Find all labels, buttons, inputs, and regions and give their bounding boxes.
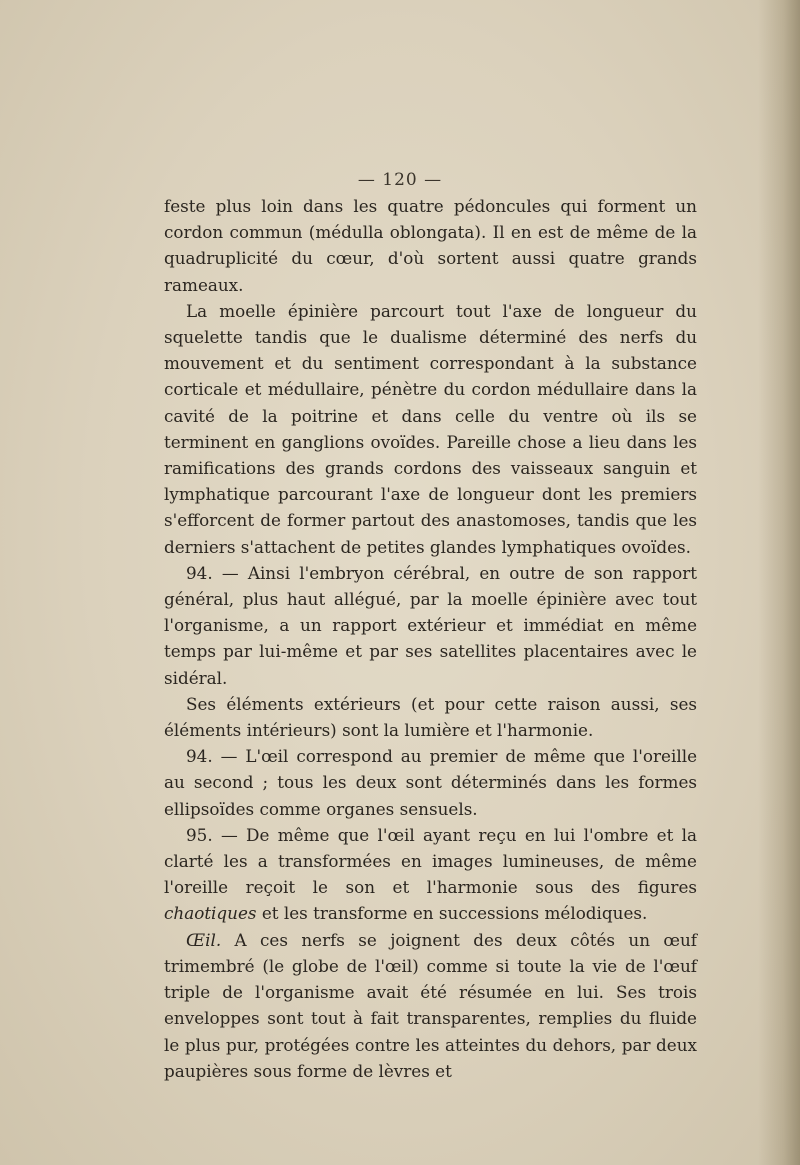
paragraph-5: 94. — L'œil correspond au premier de même que l'oreille au second ; tous les deux sont déterminés dans les formes ellipsoïdes comme organes sensuels.: [164, 746, 697, 819]
paragraph-6-italic: chaotiques: [164, 903, 257, 924]
paragraph-7-text: A ces nerfs se joignent des deux côtés un œuf trimembré (le globe de l'œil) comme si toute la vie de l'œuf triple de l'organisme avait été résumée en lui. Ses trois enveloppes sont tout à fait transparentes, remplies du fluide le plus pur, protégées contre les atteintes du dehors, par deux paupières sous forme de lèvres et: [164, 929, 697, 1081]
paragraph-7: [164, 927, 697, 1084]
paragraph-6-start: 95. — De même que l'œil ayant reçu en lui l'ombre et la clarté les a transformées en images lumineuses, de même l'oreille reçoit le son et l'harmonie sous des figures: [164, 824, 697, 898]
paragraph-2: La moelle épinière parcourt tout l'axe de longueur du squelette tandis que le dualisme déterminé des nerfs du mouvement et du sentiment correspondant à la substance corticale et médullaire, pénètre du cordon médullaire dans la cavité de la poitrine et dans celle du ventre où ils se terminent en ganglions ovoïdes. Pareille chose a lieu dans les ramifications des grands cordons des vaisseaux sanguin et lymphatique parcourant l'axe de longueur dont les premiers s'efforcent de former partout des anastomoses, tandis que les derniers s'attachent de petites glandes lymphatiques ovoïdes.: [164, 300, 697, 557]
paragraph-6: [164, 822, 697, 927]
paragraph-6-end: et les transforme en successions mélodiques.: [256, 903, 648, 924]
paragraph-1: feste plus loin dans les quatre pédoncules qui forment un cordon commun (médulla oblongata). Il en est de même de la quadruplicité du cœur, d'où sortent aussi quatre grands rameaux.: [164, 196, 697, 295]
paragraph-3: 94. — Ainsi l'embryon cérébral, en outre de son rapport général, plus haut allégué, par la moelle épinière avec tout l'organisme, a un rapport extérieur et immédiat en même temps par lui-même et par ses satellites placentaires avec le sidéral.: [164, 562, 697, 688]
page-number: — 120 —: [357, 170, 443, 190]
body-text: [164, 193, 697, 1084]
paragraph-4: Ses éléments extérieurs (et pour cette raison aussi, ses éléments intérieurs) sont la lumière et l'harmonie.: [164, 693, 697, 741]
paragraph-7-italic: Œil.: [186, 929, 222, 950]
